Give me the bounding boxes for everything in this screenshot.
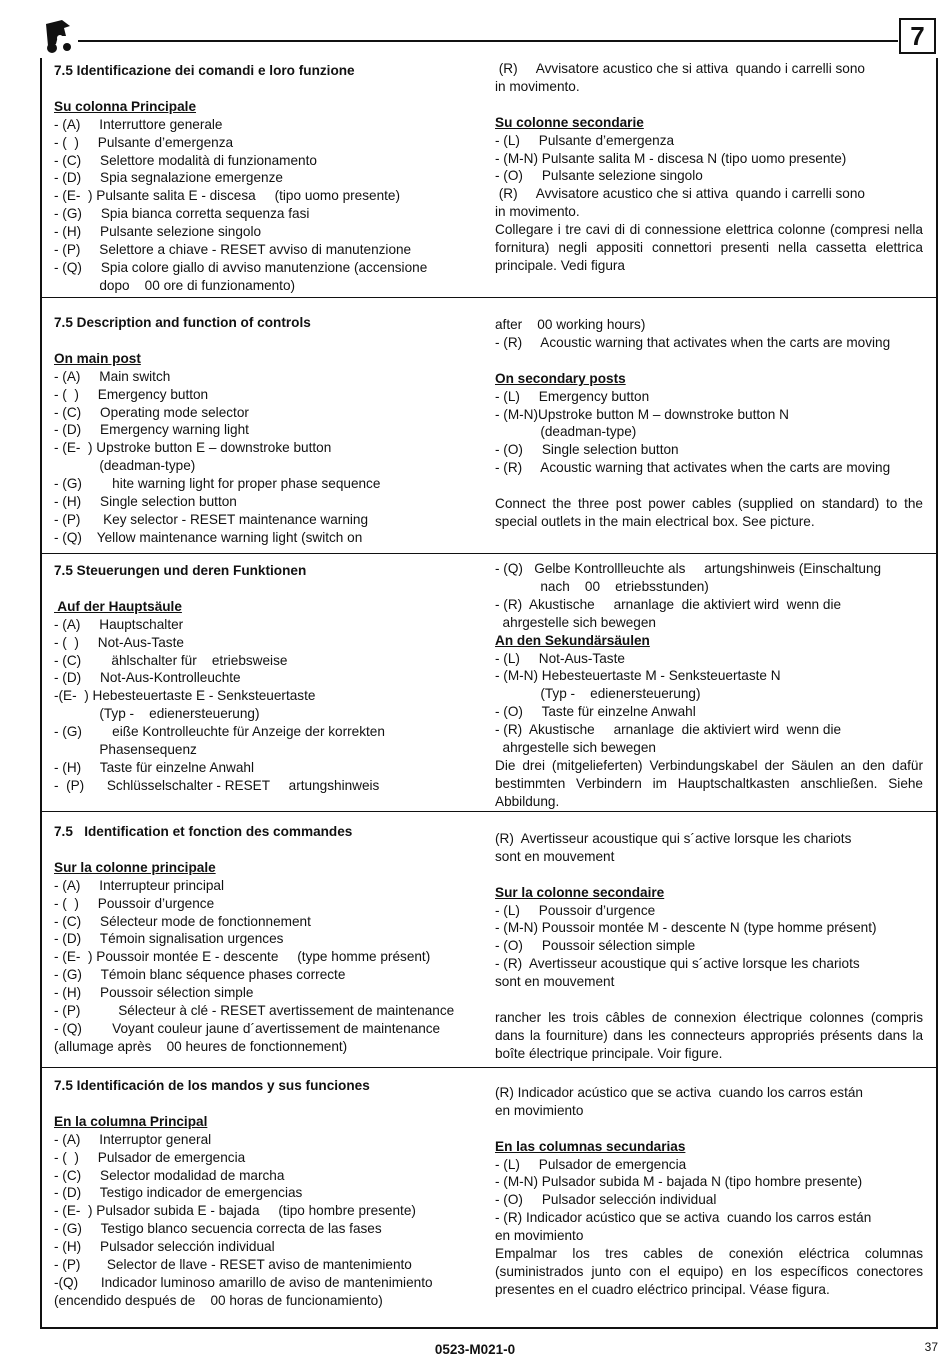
spacer (54, 580, 482, 598)
section-heading: En la columna Principal (54, 1113, 208, 1129)
text-line: - (L) Emergency button (495, 388, 650, 404)
text-line: - (C) Sélecteur mode de fonctionnement (54, 913, 311, 929)
text-line: - (O) Poussoir sélection simple (495, 938, 696, 954)
text-line: (allumage après 00 heures de fonctionnement) (54, 1038, 348, 1054)
text-line: - (G) Spia bianca corretta sequenza fasi (54, 206, 310, 222)
section-title: 7.5 Steuerungen und deren Funktionen (54, 563, 307, 578)
text-line: - (R) Acoustic warning that activates when the carts are moving (495, 334, 891, 350)
text-line: - (D) Témoin signalisation urgences (54, 931, 284, 947)
text-line: - (A) Interruttore generale (54, 116, 223, 132)
text-line: (deadman-type) (54, 458, 196, 474)
left-column (54, 314, 482, 547)
spacer (495, 1066, 923, 1084)
spacer (495, 991, 923, 1009)
text-line: - (D) Testigo indicador de emergencias (54, 1185, 303, 1201)
section-heading: Auf der Hauptsäule (54, 598, 182, 614)
text-line: sont en mouvement (495, 974, 615, 990)
section-heading: On main post (54, 350, 141, 366)
right-column (495, 60, 923, 275)
text-line: - (L) Not-Aus-Taste (495, 650, 625, 666)
section-title: 7.5 Identificación de los mandos y sus funciones (54, 1078, 370, 1093)
text-line: - (E- ) Pulsante salita E - discesa (tipo uomo presente) (54, 188, 401, 204)
text-line: - (O) Pulsante selezione singolo (495, 168, 703, 184)
section-heading: Su colonna Principale (54, 98, 197, 114)
spacer (495, 477, 923, 495)
text-line: - (D) Emergency warning light (54, 422, 249, 438)
right-column (495, 812, 923, 1063)
text-line: - (M-N) Pulsante salita M - discesa N (tipo uomo presente) (495, 150, 847, 166)
text-line: - (H) Taste für einzelne Anwahl (54, 759, 254, 775)
text-line: after 00 working hours) (495, 317, 646, 332)
text-line: - (H) Single selection button (54, 494, 237, 510)
text-line: - ( ) Not-Aus-Taste (54, 634, 184, 650)
text-line: - (Q) Yellow maintenance warning light (switch on (54, 529, 363, 545)
section-title: 7.5 Description and function of controls (54, 315, 311, 330)
text-line: - (D) Spia segnalazione emergenze (54, 170, 283, 186)
spacer (54, 332, 482, 350)
section-title: 7.5 Identification et fonction des commandes (54, 824, 353, 839)
right-column (495, 560, 923, 811)
text-line: - (C) Selettore modalità di funzionamento (54, 152, 317, 168)
text-line: - (H) Poussoir sélection simple (54, 985, 254, 1001)
text-line: - (R) Akustische arnanlage die aktiviert wird wenn die (495, 722, 842, 738)
text-line: - (G) hite warning light for proper phase sequence (54, 476, 381, 492)
page-number: 37 (924, 1340, 938, 1354)
paragraph: Die drei (mitgelieferten) Verbindungskabel der Säulen an den dafür bestimmten Verbindern im Hauptschaltkasten anschließen. Siehe Abbildung. (495, 757, 923, 809)
text-line: - (E- ) Poussoir montée E - descente (type homme présent) (54, 949, 431, 965)
spacer (495, 96, 923, 114)
text-line: (R) Avertisseur acoustique qui s´active lorsque les chariots (495, 830, 852, 846)
text-line: - (M-N) Hebesteuertaste M - Senksteuertaste N (495, 668, 781, 684)
header-rule (78, 40, 898, 42)
right-column (495, 316, 923, 531)
chapter-number: 7 (899, 18, 936, 54)
text-line: - (L) Poussoir d’urgence (495, 902, 656, 918)
text-line: - (E- ) Pulsador subida E - bajada (tipo hombre presente) (54, 1203, 416, 1219)
left-column (54, 1077, 482, 1310)
text-line: (encendido después de 00 horas de funcionamiento) (54, 1292, 383, 1308)
text-line: - (P) Sélecteur à clé - RESET avertissement de maintenance (54, 1003, 455, 1019)
text-line: - (R) Indicador acústico que se activa cuando los carros están (495, 1210, 872, 1226)
section-heading: Sur la colonne principale (54, 859, 216, 875)
section-heading: Sur la colonne secondaire (495, 884, 665, 900)
text-line: - (O) Pulsador selección individual (495, 1192, 717, 1208)
spacer (495, 866, 923, 884)
section-heading: An den Sekundärsäulen (495, 632, 650, 648)
text-line: - (H) Pulsante selezione singolo (54, 224, 262, 240)
paragraph: rancher les trois câbles de connexion électrique colonnes (compris dans la fourniture) dans les connecteurs appropriés présents dans la boîte électrique principale. Voir figure. (495, 1009, 923, 1061)
text-line: - (P) Key selector - RESET maintenance warning (54, 511, 369, 527)
spacer (54, 841, 482, 859)
text-line: - (Q) Voyant couleur jaune d´avertissement de maintenance (54, 1020, 441, 1036)
text-line: - (A) Main switch (54, 368, 171, 384)
paragraph: Collegare i tre cavi di di connessione elettrica colonne (compresi nella fornitura) negli appositi connettori presenti nella cassetta elettrica principale. Vedi figura (495, 222, 923, 273)
text-line: - (M-N)Upstroke button M – downstroke button N (495, 406, 789, 422)
manufacturer-logo-icon (40, 16, 80, 56)
text-line: (R) Avvisatore acustico che si attiva quando i carrelli sono (495, 61, 865, 76)
spacer (495, 1120, 923, 1138)
text-line: - ( ) Emergency button (54, 386, 209, 402)
text-line: ahrgestelle sich bewegen (495, 740, 656, 756)
text-line: - (A) Hauptschalter (54, 616, 184, 632)
left-column (54, 823, 482, 1056)
left-column (54, 562, 482, 795)
text-line: - (G) Testigo blanco secuencia correcta de las fases (54, 1221, 382, 1237)
text-line: (Typ - edienersteuerung) (54, 706, 260, 722)
paragraph: Empalmar los tres cables de conexión eléctrica columnas (suministrados junto con el equipo) en los específicos conectores presentes en el cuadro eléctrico principal. Véase figura. (495, 1246, 923, 1297)
section-title: 7.5 Identificazione dei comandi e loro funzione (54, 63, 355, 78)
text-line: dopo 00 ore di funzionamento) (54, 277, 296, 293)
text-line: - (A) Interrupteur principal (54, 877, 224, 893)
text-line: - (A) Interruptor general (54, 1131, 212, 1147)
text-line: - (C) Selector modalidad de marcha (54, 1167, 285, 1183)
text-line: - (H) Pulsador selección individual (54, 1239, 275, 1255)
text-line: - (P) Selettore a chiave - RESET avviso di manutenzione (54, 242, 412, 258)
text-line: en movimiento (495, 1102, 584, 1118)
text-line: (R) Indicador acústico que se activa cuando los carros están (495, 1084, 863, 1100)
text-line: - ( ) Poussoir d’urgence (54, 895, 215, 911)
text-line: ahrgestelle sich bewegen (495, 614, 656, 630)
text-line: - (M-N) Poussoir montée M - descente N (type homme présent) (495, 920, 877, 936)
section-heading: Su colonne secondarie (495, 114, 644, 130)
text-line: - (C) ählschalter für etriebsweise (54, 652, 288, 668)
text-line: en movimiento (495, 1228, 584, 1244)
text-line: - (M-N) Pulsador subida M - bajada N (tipo hombre presente) (495, 1174, 863, 1190)
text-line: Phasensequenz (54, 742, 197, 758)
text-line: - (P) Schlüsselschalter - RESET artungshinweis (54, 777, 380, 793)
spacer (54, 80, 482, 98)
section-french (40, 812, 938, 1068)
text-line: (Typ - edienersteuerung) (495, 686, 701, 702)
text-line: -(E- ) Hebesteuertaste E - Senksteuertaste (54, 688, 316, 704)
text-line: - (D) Not-Aus-Kontrolleuchte (54, 670, 241, 686)
text-line: - (L) Pulsante d’emergenza (495, 132, 675, 148)
text-line: -(Q) Indicador luminoso amarillo de aviso de mantenimiento (54, 1274, 433, 1290)
section-heading: On secondary posts (495, 370, 626, 386)
text-line: - (O) Single selection button (495, 442, 679, 458)
text-line: sont en mouvement (495, 848, 615, 864)
text-line: - (L) Pulsador de emergencia (495, 1156, 687, 1172)
left-column (54, 62, 482, 295)
text-line: - (Q) Gelbe Kontrollleuchte als artungshinweis (Einschaltung (495, 561, 882, 576)
section-heading: En las columnas secundarias (495, 1138, 686, 1154)
text-line: - (G) Témoin blanc séquence phases correcte (54, 967, 346, 983)
text-line: - (O) Taste für einzelne Anwahl (495, 704, 696, 720)
text-line: - (G) eiße Kontrolleuchte für Anzeige der korrekten (54, 724, 385, 740)
text-line: (R) Avvisatore acustico che si attiva quando i carrelli sono (495, 186, 865, 202)
section-spanish (40, 1068, 938, 1329)
section-german (40, 554, 938, 812)
section-italian (40, 58, 938, 298)
text-line: - (C) Operating mode selector (54, 404, 249, 420)
document-code: 0523-M021-0 (434, 1342, 516, 1357)
text-line: - (E- ) Upstroke button E – downstroke button (54, 440, 332, 456)
right-column (495, 1066, 923, 1299)
paragraph: Connect the three post power cables (supplied on standard) to the special outlets in the main electrical box. See picture. (495, 496, 923, 529)
text-line: - (R) Akustische arnanlage die aktiviert wird wenn die (495, 596, 842, 612)
text-line: (deadman-type) (495, 424, 637, 440)
text-line: - ( ) Pulsador de emergencia (54, 1149, 246, 1165)
text-line: in movimento. (495, 204, 580, 220)
text-line: - (R) Avertisseur acoustique qui s´active lorsque les chariots (495, 956, 860, 972)
text-line: in movimento. (495, 78, 580, 94)
spacer (495, 812, 923, 830)
text-line: - (R) Acoustic warning that activates when the carts are moving (495, 460, 891, 476)
text-line: - ( ) Pulsante d’emergenza (54, 134, 234, 150)
text-line: - (Q) Spia colore giallo di avviso manutenzione (accensione (54, 259, 428, 275)
spacer (495, 352, 923, 370)
text-line: nach 00 etriebsstunden) (495, 578, 709, 594)
section-english (40, 298, 938, 554)
spacer (54, 1095, 482, 1113)
text-line: - (P) Selector de llave - RESET aviso de mantenimiento (54, 1257, 412, 1273)
